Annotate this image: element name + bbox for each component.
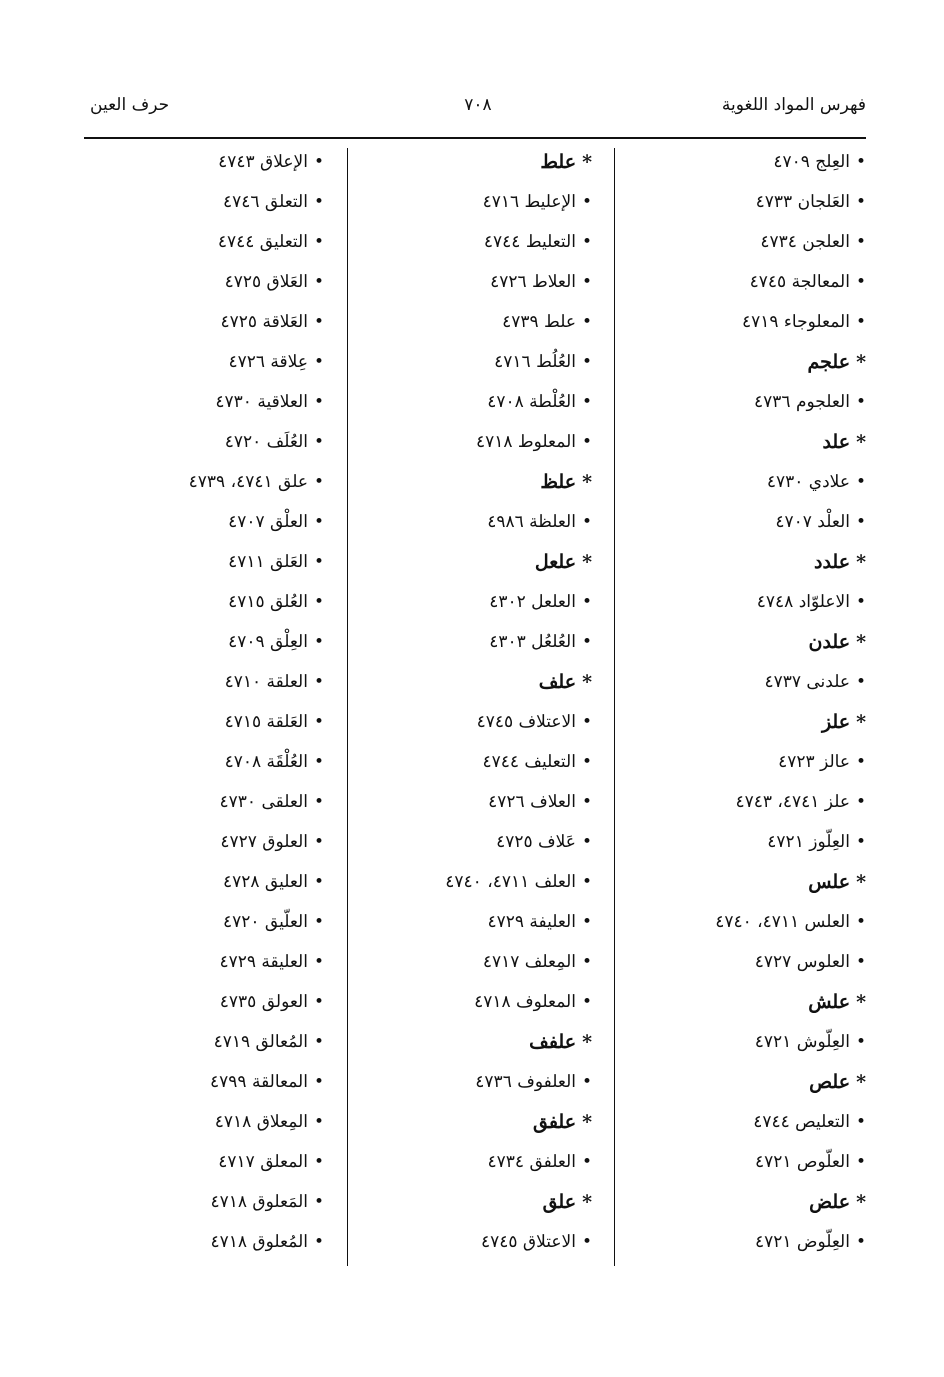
bullet-icon: • [313,1192,324,1212]
bullet-icon: • [855,952,866,972]
index-entry [601,950,866,990]
index-entry [334,950,592,990]
bullet-icon: • [313,152,324,172]
entry-text: العُلْطة ٤٧٠٨ [487,392,576,412]
entry-text: المَعلوق ٤٧١٨ [210,1192,308,1212]
entry-text: التعليف ٤٧٤٤ [482,752,576,772]
index-entry [601,670,866,710]
index-root-heading [601,430,866,470]
index-entry [334,990,592,1030]
entry-text: عِلاقة ٤٧٢٦ [228,352,308,372]
index-entry [74,510,324,550]
index-entry [601,310,866,350]
index-root-heading [334,150,592,190]
entry-text: علادي ٤٧٣٠ [766,472,850,492]
entry-text: العِلّوض ٤٧٢١ [754,1232,850,1252]
header-rule [84,137,866,139]
entry-text: المُعالق ٤٧١٩ [213,1032,308,1052]
entry-text: العليق ٤٧٢٨ [222,872,308,892]
index-entry [74,1110,324,1150]
entry-text: المعلوط ٤٧١٨ [475,432,576,452]
bullet-icon: • [855,1032,866,1052]
index-entry [601,1150,866,1190]
index-entry [74,1150,324,1190]
index-root-heading [601,990,866,1030]
index-entry [334,790,592,830]
index-root-heading [601,710,866,750]
entry-text: عَلاف ٤٧٢٥ [496,832,576,852]
index-entry [74,950,324,990]
bullet-icon: • [581,392,592,412]
asterisk-icon: * [856,631,866,653]
bullet-icon: • [313,512,324,532]
page-header [90,95,866,125]
bullet-icon: • [313,232,324,252]
index-entry [601,830,866,870]
bullet-icon: • [581,1152,592,1172]
index-root-heading [334,1190,592,1230]
index-entry [74,670,324,710]
asterisk-icon: * [856,1071,866,1093]
index-entry [334,870,592,910]
index-entry [601,1230,866,1270]
index-entry [334,1230,592,1270]
root-text: علفق [532,1111,577,1133]
entry-text: العلْد ٤٧٠٧ [775,512,850,532]
asterisk-icon: * [582,151,592,173]
index-root-heading [334,670,592,710]
index-entry [74,1070,324,1110]
entry-text: التعليص ٤٧٤٤ [753,1112,850,1132]
bullet-icon: • [313,832,324,852]
index-entry [74,1230,324,1270]
index-root-heading [334,1030,592,1070]
index-entry [334,430,592,470]
index-column-right [601,150,866,1270]
entry-text: العَلاق ٤٧٢٥ [224,272,308,292]
index-entry [74,310,324,350]
asterisk-icon: * [856,551,866,573]
index-entry [601,510,866,550]
bullet-icon: • [855,232,866,252]
entry-text: العلجوم ٤٧٣٦ [754,392,850,412]
index-root-heading [601,1190,866,1230]
entry-text: العلّوص ٤٧٢١ [754,1152,850,1172]
index-entry [601,150,866,190]
entry-text: العلجن ٤٧٣٤ [760,232,850,252]
bullet-icon: • [581,872,592,892]
asterisk-icon: * [856,351,866,373]
root-text: علش [808,991,851,1013]
index-entry [334,1070,592,1110]
entry-text: علز ٤٧٤١، ٤٧٤٣ [735,792,850,812]
page-number: ٧٠٨ [464,95,492,115]
entry-text: العَلقة ٤٧١٥ [224,712,308,732]
entry-text: التعلق ٤٧٤٦ [222,192,308,212]
index-entry [74,270,324,310]
bullet-icon: • [313,632,324,652]
index-entry [74,550,324,590]
index-entry [334,230,592,270]
entry-text: العلاف ٤٧٢٦ [488,792,576,812]
root-text: علدد [814,551,851,573]
bullet-icon: • [313,552,324,572]
bullet-icon: • [855,512,866,532]
entry-text: العَلجان ٤٧٣٣ [755,192,850,212]
bullet-icon: • [313,992,324,1012]
root-text: علف [538,671,577,693]
bullet-icon: • [855,792,866,812]
bullet-icon: • [581,272,592,292]
entry-text: العولق ٤٧٣٥ [219,992,308,1012]
entry-text: العلّيق ٤٧٢٠ [222,912,308,932]
entry-text: العِلج ٤٧٠٩ [773,152,850,172]
index-entry [334,350,592,390]
entry-text: علدنى ٤٧٣٧ [764,672,850,692]
index-column-left [74,150,324,1270]
asterisk-icon: * [582,1191,592,1213]
bullet-icon: • [313,712,324,732]
bullet-icon: • [855,832,866,852]
bullet-icon: • [581,792,592,812]
bullet-icon: • [855,192,866,212]
entry-text: الاعلوّاد ٤٧٤٨ [756,592,850,612]
bullet-icon: • [313,1232,324,1252]
root-text: علعل [534,551,577,573]
index-entry [74,150,324,190]
index-column-middle [334,150,592,1270]
entry-text: العَلق ٤٧١١ [228,552,308,572]
index-root-heading [601,1070,866,1110]
entry-text: علط ٤٧٣٩ [502,312,576,332]
bullet-icon: • [581,592,592,612]
entry-text: المِعلاق ٤٧١٨ [214,1112,308,1132]
entry-text: العلوس ٤٧٢٧ [754,952,850,972]
index-entry [74,870,324,910]
bullet-icon: • [855,1152,866,1172]
bullet-icon: • [855,392,866,412]
index-entry [74,230,324,270]
entry-text: المعالقة ٤٧٩٩ [210,1072,308,1092]
index-entry [601,750,866,790]
index-entry [74,190,324,230]
index-entry [74,1190,324,1230]
bullet-icon: • [855,472,866,492]
root-text: علظ [540,471,577,493]
bullet-icon: • [313,592,324,612]
index-root-heading [601,350,866,390]
entry-text: العِلّوز ٤٧٢١ [767,832,850,852]
bullet-icon: • [313,1072,324,1092]
index-entry [74,390,324,430]
bullet-icon: • [313,272,324,292]
asterisk-icon: * [582,671,592,693]
bullet-icon: • [855,152,866,172]
entry-text: العلوق ٤٧٢٧ [220,832,308,852]
bullet-icon: • [581,1232,592,1252]
bullet-icon: • [313,792,324,812]
entry-text: العليقة ٤٧٢٩ [219,952,308,972]
running-title: فهرس المواد اللغوية [721,95,866,115]
entry-text: العُلق ٤٧١٥ [228,592,308,612]
bullet-icon: • [855,1112,866,1132]
index-entry [74,470,324,510]
index-entry [334,630,592,670]
index-entry [601,190,866,230]
bullet-icon: • [581,432,592,452]
bullet-icon: • [581,1072,592,1092]
entry-text: المعلق ٤٧١٧ [218,1152,308,1172]
index-root-heading [334,470,592,510]
bullet-icon: • [855,672,866,692]
entry-text: الاعتلاق ٤٧٤٥ [481,1232,576,1252]
entry-text: الإعلاق ٤٧٤٣ [218,152,308,172]
index-entry [74,790,324,830]
bullet-icon: • [581,312,592,332]
entry-text: العلف ٤٧١١، ٤٧٤٠ [445,872,576,892]
index-root-heading [601,630,866,670]
index-entry [74,430,324,470]
bullet-icon: • [313,432,324,452]
root-text: علز [821,711,851,733]
bullet-icon: • [855,752,866,772]
entry-text: العِلّوش ٤٧٢١ [754,1032,850,1052]
bullet-icon: • [855,1232,866,1252]
root-text: علد [822,431,851,453]
index-entry [334,1150,592,1190]
bullet-icon: • [313,1112,324,1132]
entry-text: العُلعُل ٤٣٠٣ [489,632,576,652]
bullet-icon: • [313,752,324,772]
entry-text: العلاط ٤٧٢٦ [490,272,576,292]
bullet-icon: • [313,872,324,892]
asterisk-icon: * [856,431,866,453]
entry-text: علق ٤٧٤١، ٤٧٣٩ [188,472,308,492]
entry-text: الإعليط ٤٧١٦ [482,192,576,212]
index-entry [601,230,866,270]
index-entry [74,710,324,750]
bullet-icon: • [581,952,592,972]
bullet-icon: • [581,832,592,852]
asterisk-icon: * [856,871,866,893]
bullet-icon: • [313,1152,324,1172]
index-entry [334,510,592,550]
index-entry [334,750,592,790]
entry-text: الاعتلاف ٤٧٤٥ [476,712,576,732]
index-entry [74,630,324,670]
index-entry [601,910,866,950]
root-text: علفف [529,1031,577,1053]
index-entry [601,1030,866,1070]
index-entry [601,1110,866,1150]
index-entry [74,590,324,630]
entry-text: عالز ٤٧٢٣ [778,752,850,772]
index-entry [74,910,324,950]
entry-text: العليفة ٤٧٢٩ [487,912,576,932]
chapter-title: حرف العين [90,95,170,115]
bullet-icon: • [313,312,324,332]
entry-text: العلظة ٤٩٨٦ [487,512,576,532]
entry-text: المُعلوق ٤٧١٨ [210,1232,308,1252]
index-entry [334,390,592,430]
bullet-icon: • [313,952,324,972]
entry-text: العلعل ٤٣٠٢ [489,592,576,612]
index-root-heading [334,550,592,590]
entry-text: التعليط ٤٧٤٤ [483,232,576,252]
index-entry [74,350,324,390]
bullet-icon: • [581,632,592,652]
asterisk-icon: * [856,711,866,733]
bullet-icon: • [581,512,592,532]
bullet-icon: • [581,712,592,732]
index-entry [601,790,866,830]
asterisk-icon: * [582,1111,592,1133]
bullet-icon: • [313,672,324,692]
index-entry [74,1030,324,1070]
index-root-heading [601,550,866,590]
index-entry [601,270,866,310]
entry-text: التعليق ٤٧٤٤ [217,232,308,252]
entry-text: العِلْق ٤٧٠٩ [228,632,308,652]
entry-text: العُلَف ٤٧٢٠ [224,432,308,452]
index-entry [334,190,592,230]
index-root-heading [601,870,866,910]
asterisk-icon: * [582,551,592,573]
root-text: علص [809,1071,851,1093]
entry-text: العلفوف ٤٧٣٦ [475,1072,576,1092]
root-text: علض [809,1191,851,1213]
bullet-icon: • [313,192,324,212]
index-entry [74,990,324,1030]
bullet-icon: • [855,912,866,932]
entry-text: المِعلف ٤٧١٧ [482,952,576,972]
bullet-icon: • [313,392,324,412]
bullet-icon: • [581,912,592,932]
entry-text: العلقى ٤٧٣٠ [219,792,308,812]
index-entry [334,910,592,950]
bullet-icon: • [581,192,592,212]
bullet-icon: • [313,1032,324,1052]
asterisk-icon: * [582,1031,592,1053]
entry-text: العُلُط ٤٧١٦ [494,352,576,372]
entry-text: العلفق ٤٧٣٤ [487,1152,576,1172]
bullet-icon: • [313,472,324,492]
index-entry [334,270,592,310]
index-entry [334,590,592,630]
bullet-icon: • [855,272,866,292]
asterisk-icon: * [582,471,592,493]
index-root-heading [334,1110,592,1150]
index-entry [334,830,592,870]
entry-text: المعالجة ٤٧٤٥ [749,272,850,292]
entry-text: العَلاقة ٤٧٢٥ [220,312,308,332]
entry-text: المعلوجاء ٤٧١٩ [742,312,850,332]
index-entry [334,710,592,750]
bullet-icon: • [581,992,592,1012]
asterisk-icon: * [856,1191,866,1213]
bullet-icon: • [581,352,592,372]
asterisk-icon: * [856,991,866,1013]
root-text: علط [540,151,577,173]
entry-text: العُلْقَة ٤٧٠٨ [224,752,308,772]
root-text: علجم [807,351,851,373]
bullet-icon: • [313,912,324,932]
entry-text: العلس ٤٧١١، ٤٧٤٠ [715,912,850,932]
bullet-icon: • [581,752,592,772]
bullet-icon: • [581,232,592,252]
root-text: علق [542,1191,577,1213]
entry-text: العلاقية ٤٧٣٠ [215,392,308,412]
root-text: علدن [808,631,851,653]
bullet-icon: • [855,312,866,332]
index-entry [74,830,324,870]
entry-text: المعلوف ٤٧١٨ [474,992,576,1012]
bullet-icon: • [313,352,324,372]
entry-text: العلقة ٤٧١٠ [224,672,308,692]
index-entry [334,310,592,350]
root-text: علس [808,871,851,893]
index-entry [74,750,324,790]
bullet-icon: • [855,592,866,612]
index-entry [601,470,866,510]
index-entry [601,390,866,430]
entry-text: العلْق ٤٧٠٧ [228,512,308,532]
index-entry [601,590,866,630]
